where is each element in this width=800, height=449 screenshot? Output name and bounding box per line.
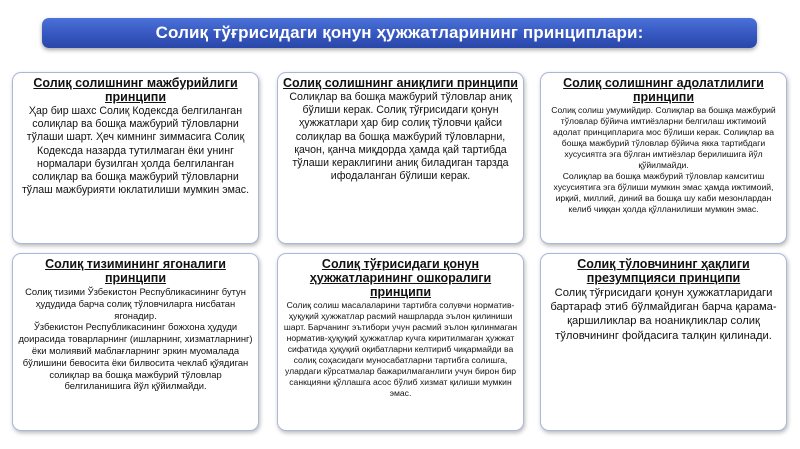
card-paragraph: Солиқ солиш масалаларини тартибга солувчи норматив-ҳуқуқий ҳужжатлар расмий нашрларда эълон қилиниши шарт. Барчанинг эътибори учун расмий эълон қилинмаган норматив-ҳуқуқий ҳужжатлар кучга киритилмаган ҳужжат сифатида ҳуқуқий оқибатларни келтириб чиқармайди ва солиқ соҳасидаги муносабатларни тартибга солишга, улардаги кўрсатмалар бажарилмаганлиги учун бирон бир санкцияни қўллашга асос бўлиб хизмат қилиши мумкин эмас. xyxy=(283,300,518,398)
card-paragraph: Ўзбекистон Республикасининг божхона ҳудуди доирасида товарларнинг (ишларнинг, хизматларнинг) ёки молиявий маблағларнинг эркин муомалада бўлишини бевосита ёки билвосита чеклаб қўядиган солиқлар ва бошқа мажбурий тўловлар белгиланишига йўл қўйилмайди. xyxy=(18,321,253,392)
card-paragraph: Солиқ солиш умумийдир. Солиқлар ва бошқа мажбурий тўловлар бўйича имтиёзларни белгилаш ижтимоий адолат принципларига мос бўлиши керак. Солиқлар ва бошқа мажбурий тўловлар бўйича якка тартибдаги хусусиятга эга бўлган имтиёзлар берилишига йўл қўйилмайди. xyxy=(551,105,776,170)
header-bar xyxy=(42,18,757,48)
card-title: Солиқ тўловчининг ҳақлиги презумпцияси принципи xyxy=(577,257,750,285)
card-paragraph: Солиқлар ва бошқа мажбурий тўловлар аниқ бўлиши керак. Солиқ тўғрисидаги қонун ҳужжатлари ҳар бир солиқ тўловчи қайси солиқлар ва бошқа мажбурий тўловларни, қачон, қанча миқдорда ҳамда қай тартибда тўлаши кераклигини аниқ биладиган тарзда ифодаланган бўлиши керак. xyxy=(289,91,512,183)
card-paragraph: Солиқ тизими Ўзбекистон Республикасининг бутун ҳудудида барча солиқ тўловчиларга нисбатан ягонадир. xyxy=(25,286,246,321)
card-title: Солиқ солишнинг аниқлиги принципи xyxy=(283,76,518,90)
card-body xyxy=(18,286,253,392)
card-title: Солиқ солишнинг мажбурийлиги принципи xyxy=(33,76,238,104)
card-body xyxy=(283,300,518,399)
principle-card-fairness xyxy=(540,72,787,244)
card-paragraph: Ҳар бир шахс Солиқ Кодексда белгиланган солиқлар ва бошқа мажбурий тўловларни тўлаши шарт. Ҳеч кимнинг зиммасига Солиқ Кодексда назарда тутилмаган ёки унинг нормалари бузилган ҳолда белгиланган солиқлар ва бошқа мажбурий тўловларни тўлаш мажбурияти юклатилиши мумкин эмас. xyxy=(21,105,250,197)
card-body xyxy=(283,91,518,183)
principle-card-mandatory xyxy=(12,72,259,244)
card-body xyxy=(546,105,781,215)
card-body xyxy=(18,105,253,197)
card-paragraph: Солиқ тўғрисидаги қонун ҳужжатларидаги бартараф этиб бўлмайдиган барча қарама-қаршиликлар ва ноаниқликлар солиқ тўловчининг фойдасига талқин қилинади. xyxy=(550,287,777,342)
card-title: Солиқ тўғрисидаги қонун ҳужжатларининг ошкоралиги принципи xyxy=(309,257,492,299)
card-paragraph: Солиқлар ва бошқа мажбурий тўловлар камситиш хусусиятига эга бўлиши мумкин эмас ҳамда ижтимоий, ирқий, миллий, диний ва бошқа шу каби мезонлардан келиб чиққан ҳолда қўлланилиши мумкин эмас. xyxy=(553,171,774,214)
card-title: Солиқ солишнинг адолатлилиги принципи xyxy=(563,76,764,104)
principle-card-presumption xyxy=(540,253,787,431)
page-title: Солиқ тўғрисидаги қонун ҳужжатларининг принциплари: xyxy=(155,23,644,42)
principle-card-unity xyxy=(12,253,259,431)
card-title: Солиқ тизимининг ягоналиги принципи xyxy=(45,257,226,285)
principle-card-certainty xyxy=(277,72,524,244)
principle-card-transparency xyxy=(277,253,524,431)
card-body xyxy=(546,286,781,343)
